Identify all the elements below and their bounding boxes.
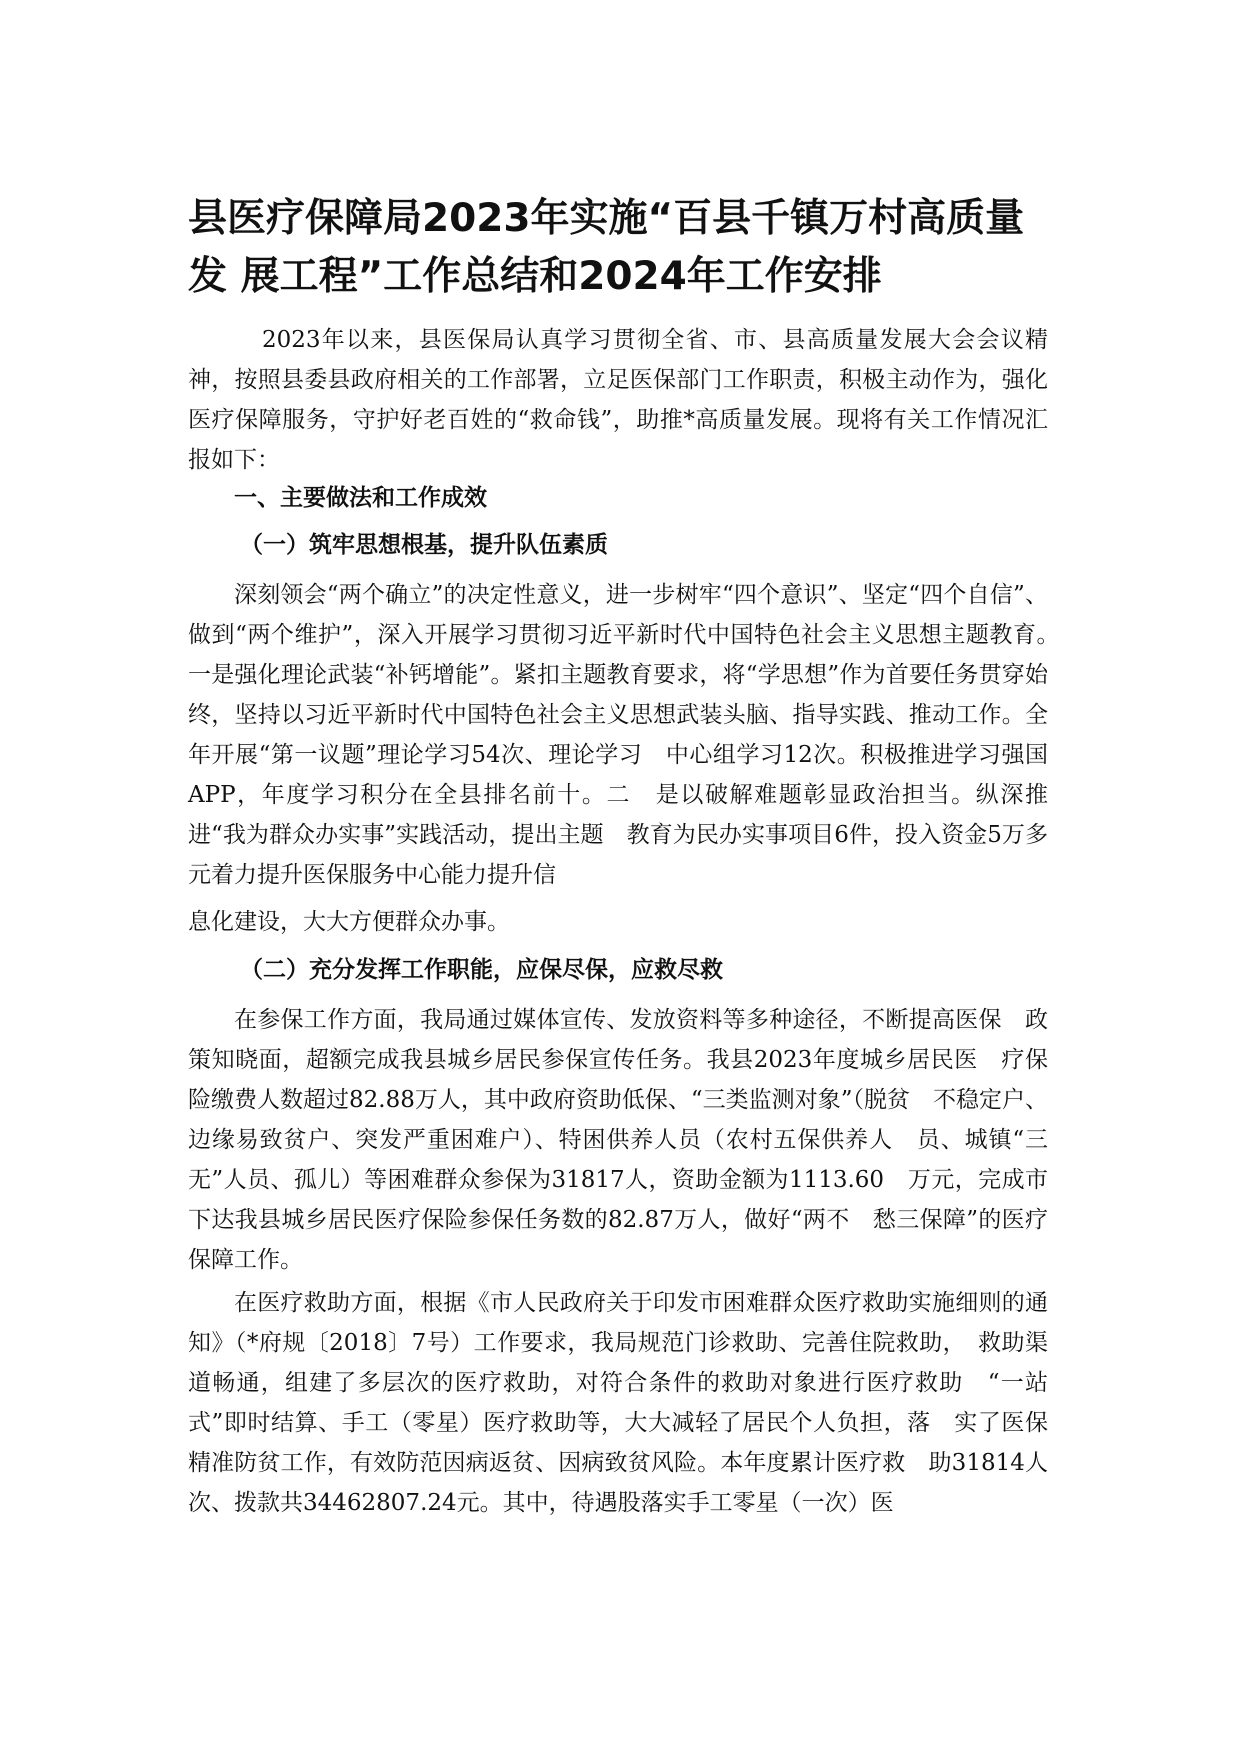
subsection-1-paragraph-tail: 息化建设，大大方便群众办事。 xyxy=(188,909,510,935)
medical-assistance-paragraph: 在医疗救助方面，根据《市人民政府关于印发市困难群众医疗救助实施细则的通知》（*府规〔2018〕7号）工作要求，我局规范门诊救助、完善住院救助， 救助渠道畅通，组建了多层次的医疗救助，对符合条件的救助对象进行医疗救助 “一站式”即时结算、手工（零星）医疗救助等，大大减轻了居民个人负担，落 实了医保精准防贫工作，有效防范因病返贫、因病致贫风险。本年度累计医疗救 助31814人次、拨款共34462807.24元。其中，待遇股落实手工零星（一次）医 xyxy=(188,1290,1048,1516)
intro-paragraph: 2023年以来，县医保局认真学习贯彻全省、市、县高质量发展大会会议精神，按照县委县政府相关的工作部署，立足医保部门工作职责，积极主动作为，强化医疗保障服务，守护好老百姓的“救命钱”，助推*高质量发展。现将有关工作情况汇报如下： xyxy=(188,327,1048,473)
title-line-1: 县医疗保障局2023年实施“百县千镇万村高质量 xyxy=(188,196,1025,241)
subsection-2-heading: （二）充分发挥工作职能，应保尽保，应救尽救 xyxy=(240,957,723,983)
title-line-2: 发 展工程”工作总结和2024年工作安排 xyxy=(188,254,882,299)
section-1-heading: 一、主要做法和工作成效 xyxy=(234,485,487,511)
insurance-enrollment-paragraph: 在参保工作方面，我局通过媒体宣传、发放资料等多种途径，不断提高医保 政策知晓面，超额完成我县城乡居民参保宣传任务。我县2023年度城乡居民医 疗保险缴费人数超过82.88万人，其中政府资助低保、“三类监测对象”（脱贫 不稳定户、边缘易致贫户、突发严重困难户）、特困供养人员（农村五保供养人 员、城镇“三无”人员、孤儿）等困难群众参保为31817人，资助金额为1113.60 万元，完成市下达我县城乡居民医疗保险参保任务数的82.87万人，做好“两不 愁三保障”的医疗保障工作。 xyxy=(188,1007,1048,1273)
subsection-1-paragraph: 深刻领会“两个确立”的决定性意义，进一步树牢“四个意识”、坚定“四个自信”、做到“两个维护”，深入开展学习贯彻习近平新时代中国特色社会主义思想主题教育。 一是强化理论武装“补钙增能”。紧扣主题教育要求，将“学思想”作为首要任务贯穿始终，坚持以习近平新时代中国特色社会主义思想武装头脑、指导实践、推动工作。全年开展“第一议题”理论学习54次、理论学习 中心组学习12次。积极推进学习强国APP，年度学习积分在全县排名前十。二 是以破解难题彰显政治担当。纵深推进“我为群众办实事”实践活动，提出主题 教育为民办实事项目6件，投入资金5万多元着力提升医保服务中心能力提升信 xyxy=(188,582,1071,888)
subsection-1-heading: （一）筑牢思想根基，提升队伍素质 xyxy=(240,532,608,558)
document-title xyxy=(188,190,1068,306)
